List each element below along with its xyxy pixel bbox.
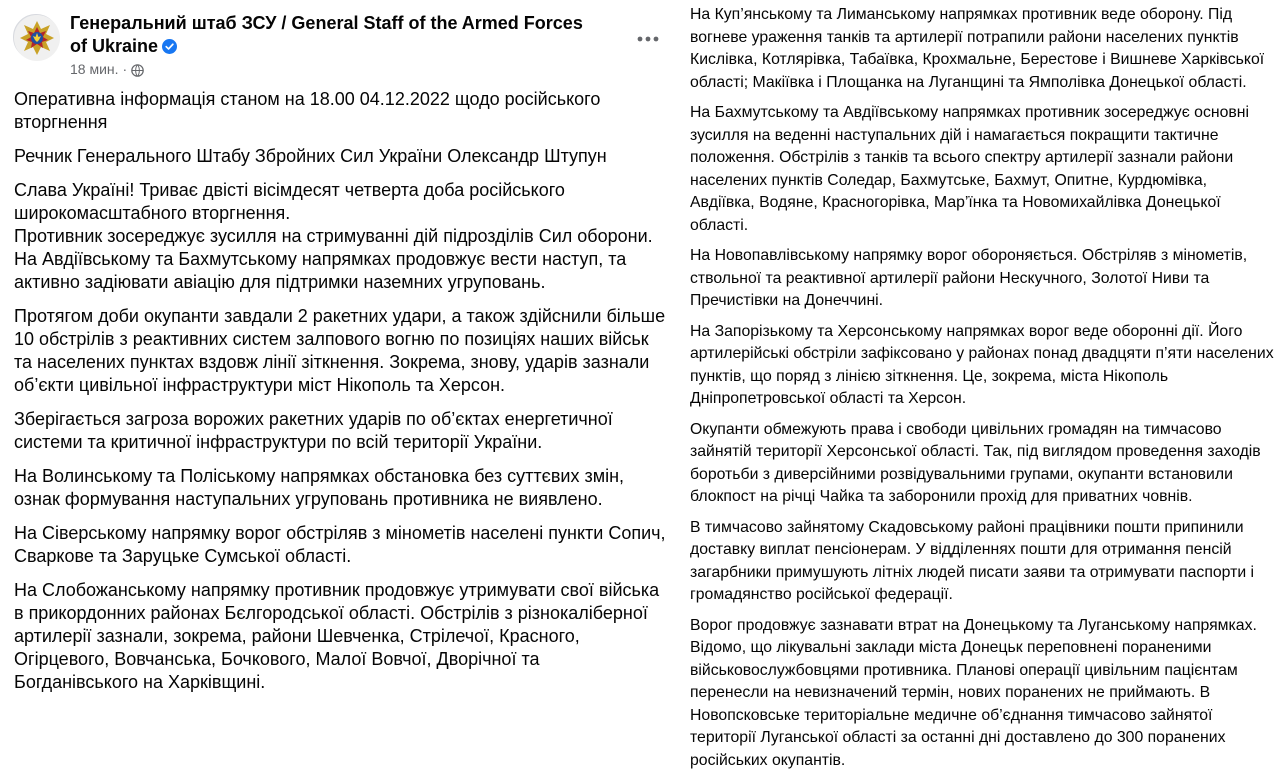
post-left-pane xyxy=(0,0,676,693)
verified-badge-icon xyxy=(162,37,177,52)
globe-icon xyxy=(131,63,144,76)
post-paragraph: На Куп’янському та Лиманському напрямках противник веде оборону. Під вогневе ураження танків та артилерії потрапили райони населених пунктів Кислівка, Котлярівка, Табаївка, Крохмальне, Берестове і Вишневе Харківської області; Макіївка і Площанка на Луганщині та Ямполівка Донецької області. xyxy=(690,6,1265,91)
post-paragraph: На Сіверському напрямку ворог обстріляв з мінометів населені пункти Сопич, Сваркове та Заруцьке Сумської області. xyxy=(14,523,666,566)
avatar[interactable] xyxy=(13,14,59,60)
post-paragraph: Оперативна інформація станом на 18.00 04.12.2022 щодо російського вторгнення xyxy=(14,89,601,132)
post-paragraph: На Слобожанському напрямку противник продовжує утримувати свої війська в прикордонних районах Бєлгородської області. Обстрілів з різнокаліберної артилерії зазнали, зокрема, райони Шевченка, Стрілечої, Красного, Огірцевого, Вовчанська, Бочкового, Малої Вовчої, Дворічної та Богданівського на Харківщині. xyxy=(14,580,660,692)
post-paragraph: Зберігається загроза ворожих ракетних ударів по об’єктах енергетичної системи та критичної інфраструктури по всій території України. xyxy=(14,409,613,452)
general-staff-emblem-icon xyxy=(14,15,60,61)
post-paragraph: Протягом доби окупанти завдали 2 ракетних удари, а також здійснили більше 10 обстрілів з реактивних систем залпового вогню по позиціях наших військ та населених пунктах вздовж лінії зіткнення. Зокрема, знову, ударів зазнали об’єкти цивільної інфраструктури міст Нікополь та Херсон. xyxy=(14,306,666,395)
more-options-button[interactable] xyxy=(630,21,666,57)
ellipsis-icon xyxy=(637,36,659,42)
post-text-continued xyxy=(690,4,1276,780)
post-paragraph: В тимчасово зайнятому Скадовському районі працівники пошти припинили доставку виплат пенсіонерам. У відділеннях пошти для отримання пенсій загарбники примушують літніх людей писати заяви та отримувати паспорти і громадянство російської федерації. xyxy=(690,518,1255,603)
post-paragraph: На Новопавлівському напрямку ворог обороняється. Обстріляв з мінометів, ствольної та реактивної артилерії райони Нескучного, Золотої Ниви та Пречистівки на Донеччині. xyxy=(690,247,1248,309)
post-header xyxy=(13,12,663,78)
post-meta xyxy=(70,60,144,78)
post-paragraph: На Запорізькому та Херсонському напрямках ворог веде оборонні дії. Його артилерійські обстріли зафіксовано у районах понад двадцяти п’яти населених пунктів, що поряд з лінією зіткнення. Це, зокрема, міста Нікополь Дніпропетровської області та Херсон. xyxy=(690,322,1274,407)
post-paragraph: Слава Україні! Триває двісті вісімдесят четверта доба російського широкомасштабного вторгнення. xyxy=(14,180,565,223)
post-text xyxy=(14,88,666,705)
post-right-pane xyxy=(682,0,1280,769)
post-paragraph: Противник зосереджує зусилля на стримуванні дій підрозділів Сил оборони. На Авдіївському та Бахмутському напрямках продовжує вести наступ, та активно задіювати авіацію для підтримки наземних угруповань. xyxy=(14,226,653,292)
post-paragraph: Речник Генерального Штабу Збройних Сил України Олександр Штупун xyxy=(14,146,607,166)
post-timestamp[interactable]: 18 мин. xyxy=(70,61,119,77)
post-paragraph: На Волинському та Поліському напрямках обстановка без суттєвих змін, ознак формування наступальних угруповань противника не виявлено. xyxy=(14,466,625,509)
page-name[interactable]: Генеральний штаб ЗСУ / General Staff of the Armed Forces of Ukraine xyxy=(70,13,583,56)
post-paragraph: Ворог продовжує зазнавати втрат на Донецькому та Луганському напрямках. Відомо, що лікувальні заклади міста Донецьк переповнені пораненими військовослужбовцями противника. Планові операції цивільним пацієнтам перенесли на невизначений термін, нових поранених не приймають. В Новопсковське територіальне медичне об’єднання тимчасово зайнятої території Луганської області за останні дні доставлено до 300 поранених російських окупантів. xyxy=(690,616,1257,769)
post-paragraph: Окупанти обмежують права і свободи цивільних громадян на тимчасово зайнятій території Херсонської області. Так, під виглядом проведення заходів боротьби з диверсійними розвідувальними групами, окупанти встановили блокпост на річці Чайка та заборонили прохід для приватних човнів. xyxy=(690,420,1261,505)
page-name-link[interactable] xyxy=(70,12,600,58)
post-paragraph: На Бахмутському та Авдіївському напрямках противник зосереджує основні зусилля на веденні наступальних дій і намагається покращити тактичне положення. Обстрілів з танків та всього спектру артилерії зазнали райони населених пунктів Соледар, Бахмутське, Бахмут, Опитне, Курдюмівка, Авдіївка, Водяне, Красногорівка, Мар’їнка та Новомихайлівка Донецької області. xyxy=(690,104,1249,234)
meta-separator: · xyxy=(122,61,128,77)
